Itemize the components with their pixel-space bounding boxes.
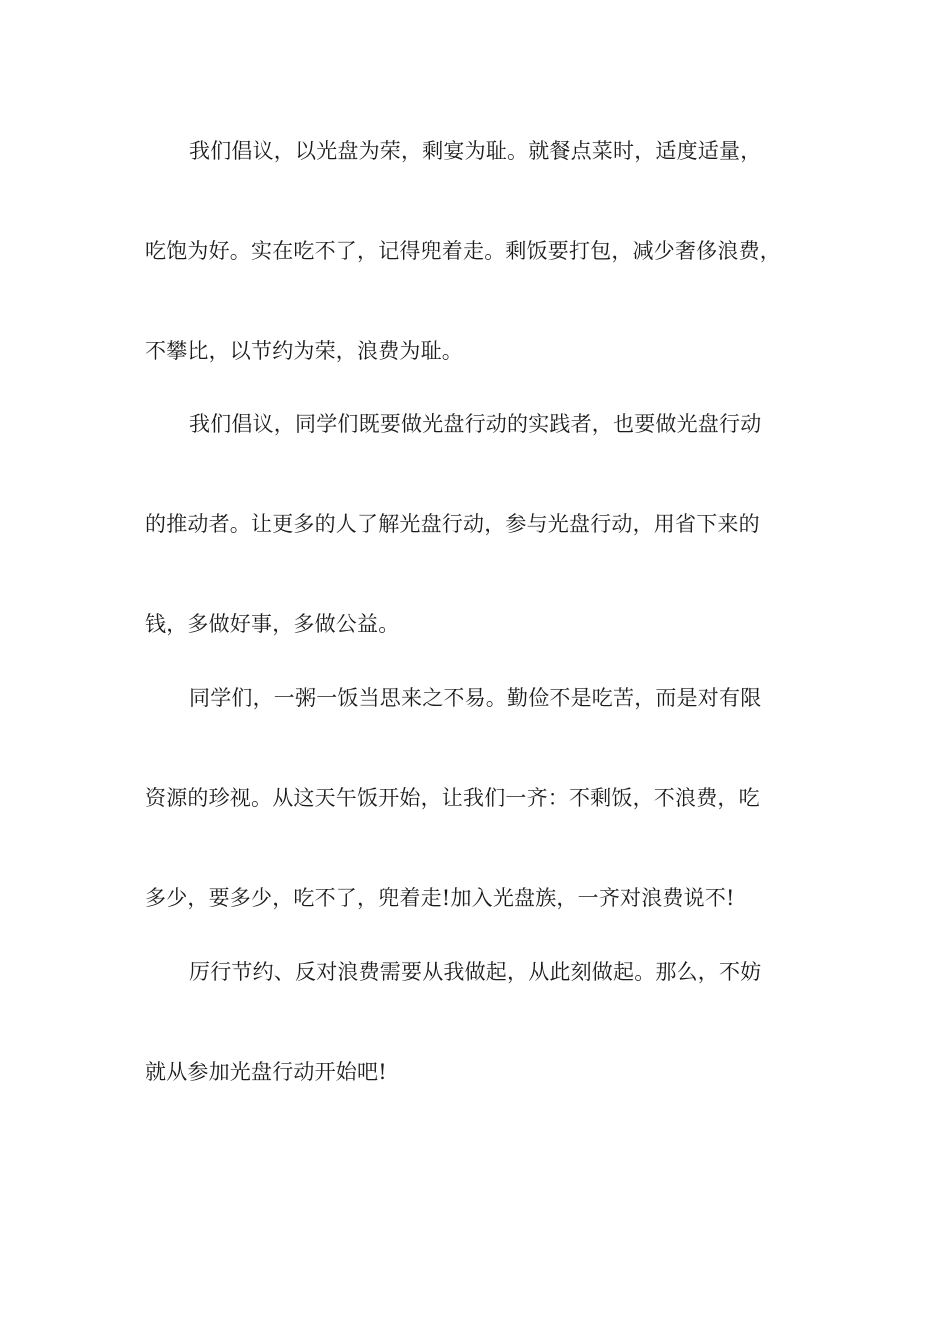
paragraph-1-line-1: 我们倡议，以光盘为荣，剩宴为耻。就餐点菜时，适度适量， <box>189 139 762 163</box>
paragraph-4-line-1: 厉行节约、反对浪费需要从我做起，从此刻做起。那么，不妨 <box>189 960 762 984</box>
paragraph-2-line-2: 的推动者。让更多的人了解光盘行动，参与光盘行动，用省下来的 <box>145 512 760 536</box>
paragraph-3-line-2: 资源的珍视。从这天午饭开始，让我们一齐：不剩饭，不浪费，吃 <box>145 786 760 810</box>
paragraph-2-line-1: 我们倡议，同学们既要做光盘行动的实践者，也要做光盘行动 <box>189 412 762 436</box>
paragraph-1-line-3: 不攀比，以节约为荣，浪费为耻。 <box>145 339 463 363</box>
paragraph-3-line-3: 多少，要多少，吃不了，兜着走!加入光盘族，一齐对浪费说不! <box>145 886 735 910</box>
paragraph-2-line-3: 钱，多做好事，多做公益。 <box>145 612 400 636</box>
paragraph-4-line-2: 就从参加光盘行动开始吧! <box>145 1060 387 1084</box>
paragraph-3-line-1: 同学们，一粥一饭当思来之不易。勤俭不是吃苦，而是对有限 <box>189 686 762 710</box>
paragraph-1-line-2: 吃饱为好。实在吃不了，记得兜着走。剩饭要打包，减少奢侈浪费， <box>145 239 781 263</box>
